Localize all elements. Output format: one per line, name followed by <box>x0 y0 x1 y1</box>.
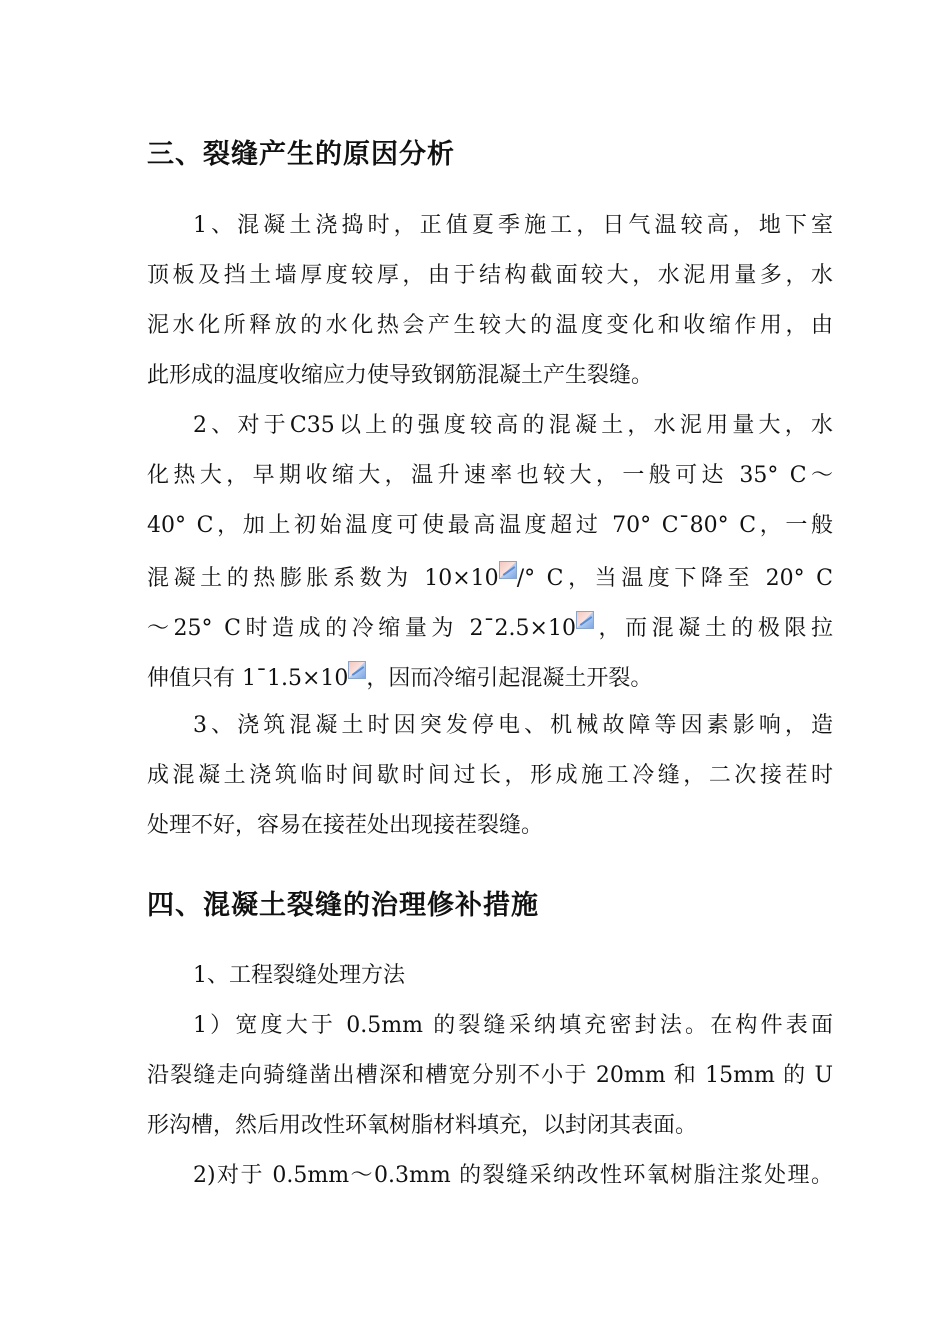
paragraph-line: 泥水化所释放的水化热会产生较大的温度变化和收缩作用，由 <box>147 313 833 338</box>
paragraph-line: 形沟槽，然后用改性环氧树脂材料填充，以封闭其表面。 <box>147 1113 698 1138</box>
line-text: /° C，当温度下降至 20° C <box>516 566 833 591</box>
paragraph-line <box>147 661 833 694</box>
section-4-heading: 四、混凝土裂缝的治理修补措施 <box>147 890 539 921</box>
broken-image-icon <box>576 611 594 629</box>
line-text: ，而混凝土的极限拉 <box>593 616 833 641</box>
line-text: 混凝土的热膨胀系数为 10×10 <box>147 566 499 591</box>
paragraph-line: 1、混凝土浇捣时，正值夏季施工，日气温较高，地下室 <box>193 213 833 238</box>
paragraph-line: 40° C，加上初始温度可使最高温度超过 70° C¯80° C，一般 <box>147 513 833 538</box>
paragraph-line: 1）宽度大于 0.5mm 的裂缝采纳填充密封法。在构件表面 <box>193 1013 833 1038</box>
paragraph-line: 1、工程裂缝处理方法 <box>193 963 405 988</box>
section-3-heading: 三、裂缝产生的原因分析 <box>147 139 455 170</box>
line-text: 伸值只有 1¯1.5×10 <box>147 666 349 691</box>
broken-image-icon <box>348 661 366 679</box>
paragraph-line: 化热大，早期收缩大，温升速率也较大，一般可达 35° C～ <box>147 463 833 488</box>
paragraph-line <box>147 561 833 594</box>
paragraph-line: 成混凝土浇筑临时间歇时间过长，形成施工冷缝，二次接茬时 <box>147 763 833 788</box>
broken-image-icon <box>499 561 517 579</box>
paragraph-line: 2)对于 0.5mm～0.3mm 的裂缝采纳改性环氧树脂注浆处理。 <box>193 1163 833 1188</box>
line-text: ～25° C时造成的冷缩量为 2¯2.5×10 <box>147 616 576 641</box>
paragraph-line: 顶板及挡土墙厚度较厚，由于结构截面较大，水泥用量多，水 <box>147 263 833 288</box>
line-text: ，因而冷缩引起混凝土开裂。 <box>366 666 653 691</box>
paragraph-line: 沿裂缝走向骑缝凿出槽深和槽宽分别不小于 20mm 和 15mm 的 U <box>147 1063 833 1088</box>
paragraph-line: 此形成的温度收缩应力使导致钢筋混凝土产生裂缝。 <box>147 363 654 388</box>
paragraph-line: 3、浇筑混凝土时因突发停电、机械故障等因素影响，造 <box>193 713 833 738</box>
paragraph-line <box>147 611 833 644</box>
paragraph-line: 处理不好，容易在接茬处出现接茬裂缝。 <box>147 813 544 838</box>
paragraph-line: 2、对于C35以上的强度较高的混凝土，水泥用量大，水 <box>193 413 833 438</box>
